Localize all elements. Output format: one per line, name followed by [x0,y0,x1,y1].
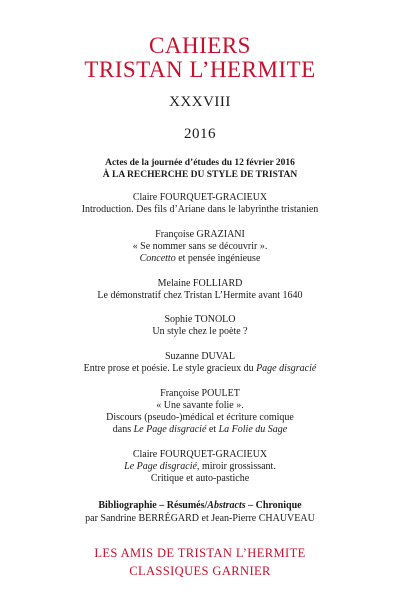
entry-author: Melaine FOLLIARD [157,278,243,289]
entry-author: Suzanne DUVAL [164,351,236,362]
journal-title [0,34,400,82]
entry-title-line2: Discours (pseudo-)médical et écriture comique [106,412,294,423]
entry-title-line2: Concetto et pensée ingénieuse [139,253,261,264]
contents-entry [0,449,400,485]
back-matter-sections: Bibliographie – Résumés/Abstracts – Chronique [98,500,302,511]
journal-title-line1: CAHIERS [149,33,251,58]
contents-entry [0,314,400,338]
contents-entry [0,388,400,436]
publisher-line1: LES AMIS DE TRISTAN L’HERMITE [94,546,306,560]
proceedings-header [0,157,400,181]
publication-year: 2016 [184,126,216,142]
entry-author: Françoise POULET [160,388,240,399]
publisher-line2: CLASSIQUES GARNIER [129,564,271,578]
back-matter-authors: par Sandrine BERRÉGARD et Jean-Pierre CHAUVEAU [85,513,315,524]
volume-number: XXXVIII [169,94,231,110]
contents-entry [0,351,400,375]
entry-title: Le Page disgracié, miroir grossissant. [124,461,276,472]
entry-title-line2: Critique et auto-pastiche [150,473,250,484]
proceedings-line2: À LA RECHERCHE DU STYLE DE TRISTAN [102,170,298,180]
entry-title: Le démonstratif chez Tristan L’Hermite avant 1640 [97,290,303,301]
entry-author: Sophie TONOLO [164,314,236,325]
contents-entry [0,192,400,216]
publisher-block [0,544,400,580]
entry-title-italic: Le Page disgracié [124,461,197,472]
entry-title: « Une savante folie ». [156,400,244,411]
entry-author: Claire FOURQUET-GRACIEUX [132,192,268,203]
entry-title-italic: Concetto [139,253,176,264]
proceedings-line1: Actes de la journée d’études du 12 février 2016 [105,158,295,168]
back-matter [0,500,400,524]
entry-author: Françoise GRAZIANI [155,229,245,240]
entry-title: « Se nommer sans se découvrir ». [132,241,268,252]
entry-title-line3: dans Le Page disgracié et La Folie du Sage [112,424,288,435]
entry-title: Entre prose et poésie. Le style gracieux du Page disgracié [83,363,317,374]
entry-title: Introduction. Des fils d’Ariane dans le labyrinthe tristanien [81,204,319,215]
contents-entry [0,278,400,302]
journal-title-line2: TRISTAN L’HERMITE [84,57,316,82]
contents-entry [0,229,400,265]
entry-author: Claire FOURQUET-GRACIEUX [132,449,268,460]
entry-title: Un style chez le poète ? [152,326,248,337]
entry-title-italic: Page disgracié [256,363,317,374]
